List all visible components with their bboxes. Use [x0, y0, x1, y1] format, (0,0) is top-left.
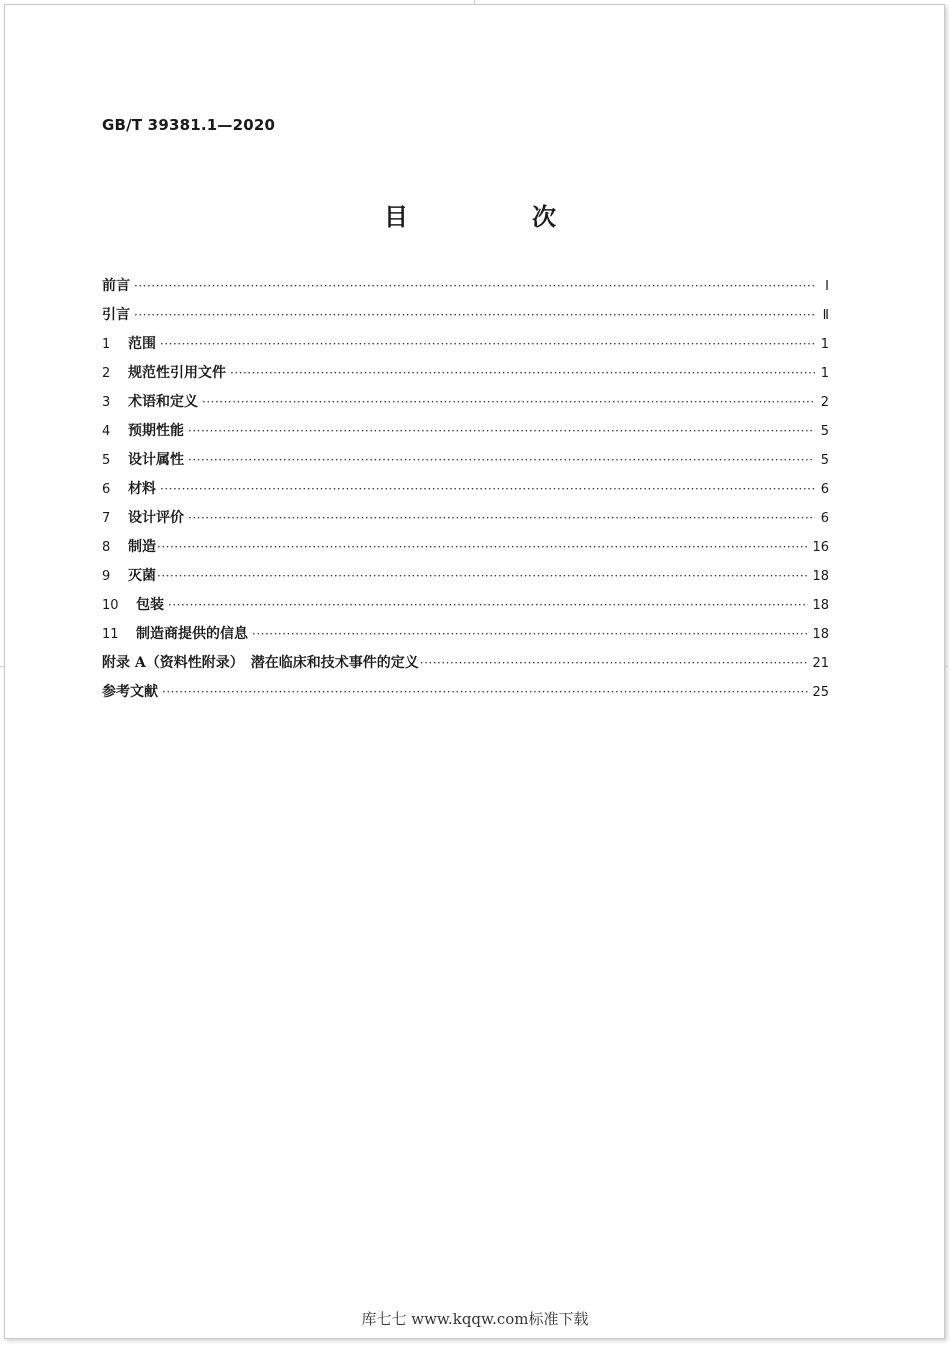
toc-entry-introduction[interactable]	[102, 303, 829, 332]
toc-leader-dots	[134, 303, 815, 327]
toc-page-number: 6	[820, 511, 829, 526]
toc-entry-number: 8	[102, 540, 111, 555]
toc-page-number: 1	[820, 337, 829, 352]
toc-page-number: 21	[812, 656, 829, 671]
toc-leader-dots	[160, 477, 815, 501]
toc-entry-normative-references[interactable]	[102, 361, 829, 390]
crop-mark-top	[474, 0, 475, 4]
toc-leader-dots	[160, 332, 815, 356]
crop-mark-left	[0, 666, 4, 667]
toc-leader-dots	[188, 506, 815, 530]
toc-entry-number: 10	[102, 598, 119, 613]
toc-entry-text: 规范性引用文件	[128, 365, 226, 381]
toc-page-number: 1	[820, 366, 829, 381]
toc-leader-dots	[252, 622, 808, 646]
toc-entry-text: 灭菌	[128, 568, 156, 584]
toc-page-number: Ⅰ	[825, 279, 829, 294]
toc-leader-dots	[420, 651, 809, 675]
toc-entry-foreword[interactable]	[102, 274, 829, 303]
toc-entry-text: 术语和定义	[128, 394, 198, 410]
toc-entry-number: 4	[102, 424, 111, 439]
toc-entry-number: 9	[102, 569, 111, 584]
toc-page-number: 16	[812, 540, 829, 555]
toc-page-number: 18	[812, 598, 829, 613]
toc-entry-number: 1	[102, 337, 111, 352]
toc-entry-design-attributes[interactable]	[102, 448, 829, 477]
toc-entry-text: 预期性能	[128, 423, 184, 439]
toc-leader-dots	[202, 390, 815, 414]
toc-entry-design-evaluation[interactable]	[102, 506, 829, 535]
toc-entry-text: 前言	[102, 278, 130, 294]
toc-entry-text: 材料	[128, 481, 156, 497]
toc-entry-number: 2	[102, 366, 111, 381]
toc-entry-terms[interactable]	[102, 390, 829, 419]
toc-entry-text: 附录 A（资料性附录） 潜在临床和技术事件的定义	[102, 655, 419, 671]
toc-leader-dots	[230, 361, 815, 385]
toc-entry-number: 7	[102, 511, 111, 526]
toc-leader-dots	[134, 274, 815, 298]
toc-leader-dots	[162, 680, 808, 704]
toc-entry-bibliography[interactable]	[102, 680, 829, 709]
toc-entry-text: 制造商提供的信息	[136, 626, 248, 642]
toc-entry-manufacturing[interactable]	[102, 535, 829, 564]
toc-entry-sterilization[interactable]	[102, 564, 829, 593]
toc-entry-text: 参考文献	[102, 684, 158, 700]
toc-entry-number: 11	[102, 627, 119, 642]
toc-entry-number: 5	[102, 453, 111, 468]
toc-entry-text: 制造	[128, 539, 156, 555]
toc-page-number: 5	[820, 424, 829, 439]
toc-entry-performance[interactable]	[102, 419, 829, 448]
toc-entry-manufacturer-information[interactable]	[102, 622, 829, 651]
toc-entry-scope[interactable]	[102, 332, 829, 361]
toc-entry-text: 设计属性	[128, 452, 184, 468]
toc-entry-number: 3	[102, 395, 111, 410]
toc-entry-number: 6	[102, 482, 111, 497]
toc-entry-annex-a[interactable]	[102, 651, 829, 680]
toc-page-number: Ⅱ	[822, 308, 829, 323]
toc-entry-text: 设计评价	[128, 510, 184, 526]
toc-page-number: 18	[812, 569, 829, 584]
toc-page-number: 18	[812, 627, 829, 642]
toc-entry-packaging[interactable]	[102, 593, 829, 622]
toc-page-number: 25	[812, 685, 829, 700]
toc-leader-dots	[168, 593, 808, 617]
table-of-contents	[102, 274, 829, 709]
toc-entry-materials[interactable]	[102, 477, 829, 506]
toc-page-number: 2	[820, 395, 829, 410]
toc-leader-dots	[188, 419, 815, 443]
toc-entry-text: 包装	[136, 597, 164, 613]
footer-watermark: 库七七 www.kqqw.com标准下载	[361, 1310, 589, 1328]
toc-page-number: 6	[820, 482, 829, 497]
toc-page-number: 5	[820, 453, 829, 468]
toc-leader-dots	[157, 535, 808, 559]
page-title: 目 次	[384, 203, 606, 231]
toc-leader-dots	[188, 448, 815, 472]
crop-mark-right	[944, 666, 948, 667]
toc-entry-text: 引言	[102, 307, 130, 323]
standard-number: GB/T 39381.1—2020	[102, 116, 276, 134]
toc-entry-text: 范围	[128, 336, 156, 352]
toc-leader-dots	[157, 564, 808, 588]
